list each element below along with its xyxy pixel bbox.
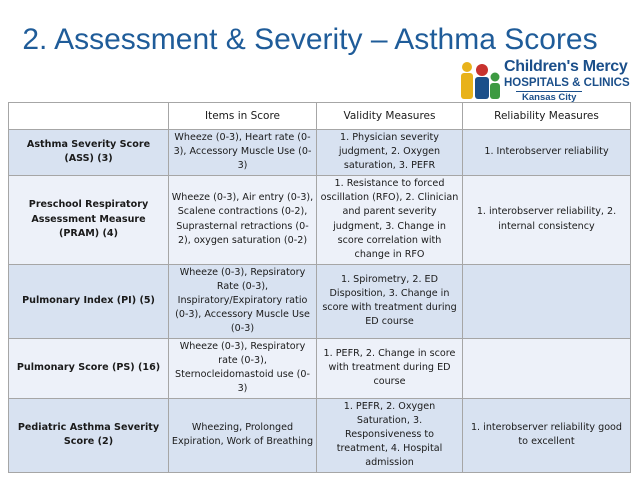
- score-items: Wheeze (0-3), Air entry (0-3), Scalene contractions (0-2), Suprasternal retractions (0-2), oxygen saturation (0-2): [169, 175, 317, 264]
- logo-subtitle: HOSPITALS & CLINICS: [504, 77, 630, 89]
- logo-name: Children's Mercy: [504, 58, 628, 75]
- score-items: Wheeze (0-3), Repsiratory Rate (0-3), Inspiratory/Expiratory ratio (0-3), Accessory Muscle Use (0-3): [169, 264, 317, 338]
- score-reliability: [463, 338, 631, 398]
- table-row: [9, 130, 631, 176]
- header-blank: [9, 103, 169, 130]
- score-name: Preschool Respiratory Assessment Measure (PRAM) (4): [9, 175, 169, 264]
- slide-title: 2. Assessment & Severity – Asthma Scores: [22, 23, 598, 56]
- score-reliability: 1. Interobserver reliability: [463, 130, 631, 176]
- table-row: [9, 264, 631, 338]
- score-validity: 1. Physician severity judgment, 2. Oxygen saturation, 3. PEFR: [317, 130, 463, 176]
- header-reliability: Reliability Measures: [463, 103, 631, 130]
- header-items: Items in Score: [169, 103, 317, 130]
- score-validity: 1. PEFR, 2. Oxygen Saturation, 3. Responsiveness to treatment, 4. Hospital admission: [317, 398, 463, 472]
- asthma-scores-table: [8, 102, 631, 473]
- childrens-mercy-logo: [458, 56, 630, 104]
- score-items: Wheeze (0-3), Respiratory rate (0-3), Sternocleidomastoid use (0-3): [169, 338, 317, 398]
- score-name: Pulmonary Score (PS) (16): [9, 338, 169, 398]
- logo-location: Kansas City: [516, 91, 582, 103]
- table-header-row: [9, 103, 631, 130]
- score-reliability: 1. interobserver reliability good to excellent: [463, 398, 631, 472]
- score-items: Wheezing, Prolonged Expiration, Work of Breathing: [169, 398, 317, 472]
- score-items: Wheeze (0-3), Heart rate (0-3), Accessory Muscle Use (0-3): [169, 130, 317, 176]
- score-validity: 1. Spirometry, 2. ED Disposition, 3. Change in score with treatment during ED course: [317, 264, 463, 338]
- score-reliability: [463, 264, 631, 338]
- table-row: [9, 398, 631, 472]
- family-figures-icon: [458, 58, 502, 102]
- table-row: [9, 175, 631, 264]
- score-name: Pulmonary Index (PI) (5): [9, 264, 169, 338]
- table-row: [9, 338, 631, 398]
- score-validity: 1. Resistance to forced oscillation (RFO), 2. Clinician and parent severity judgment, 3. Change in score correlation with change in RFO: [317, 175, 463, 264]
- score-validity: 1. PEFR, 2. Change in score with treatment during ED course: [317, 338, 463, 398]
- score-name: Pediatric Asthma Severity Score (2): [9, 398, 169, 472]
- header-validity: Validity Measures: [317, 103, 463, 130]
- score-name: Asthma Severity Score (ASS) (3): [9, 130, 169, 176]
- score-reliability: 1. interobserver reliability, 2. internal consistency: [463, 175, 631, 264]
